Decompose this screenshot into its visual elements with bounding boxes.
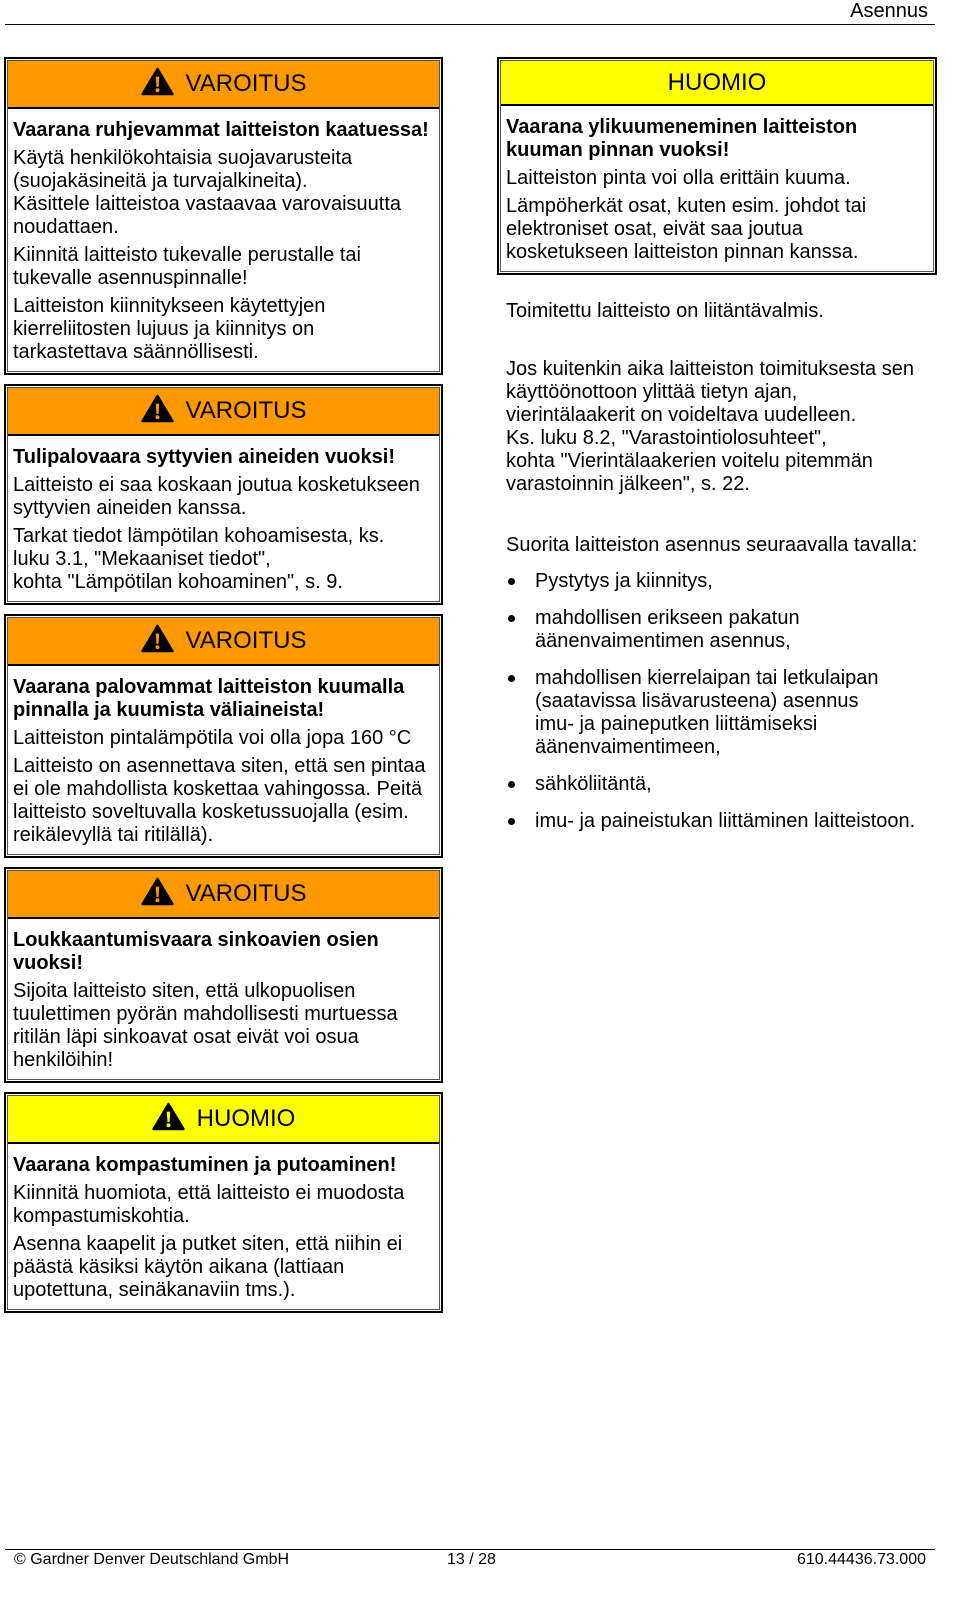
caution-box-overheating bbox=[497, 57, 937, 275]
footer-copyright: © Gardner Denver Deutschland GmbH bbox=[14, 1551, 290, 1568]
body-paragraph: Toimitettu laitteisto on liitäntävalmis. bbox=[506, 300, 824, 322]
caution-paragraph: Laitteiston pinta voi olla erittäin kuuma. bbox=[506, 167, 851, 189]
warning-lead: Vaarana ruhjevammat laitteiston kaatuessa! bbox=[13, 119, 429, 141]
warning-box-frame bbox=[7, 617, 440, 855]
caution-header bbox=[8, 1096, 439, 1144]
body-paragraph: Jos kuitenkin aika laitteiston toimituksesta sen käyttöönottoon ylittää tietyn ajan, vierintälaakerit on voideltava uudelleen. Ks. luku 8.2, "Varastointiolosuhteet", kohta "Vierintälaakerien voitelu pitemmän varastoinnin jälkeen", s. 22. bbox=[506, 358, 914, 495]
warning-lead: Tulipalovaara syttyvien aineiden vuoksi! bbox=[13, 446, 395, 468]
warning-paragraph: Laitteiston pintalämpötila voi olla jopa 160 °C bbox=[13, 727, 412, 749]
list-item-text: sähköliitäntä, bbox=[535, 773, 652, 795]
footer-document-number: 610.44436.73.000 bbox=[796, 1551, 926, 1568]
warning-title: VAROITUS bbox=[185, 70, 307, 97]
warning-body bbox=[8, 666, 439, 854]
list-item-text: Pystytys ja kiinnitys, bbox=[535, 570, 713, 592]
warning-paragraph: Käytä henkilökohtaisia suojavarusteita (suojakäsineitä ja turvajalkineita). Käsittele laitteistoa vastaavaa varovaisuutta noudattaen. bbox=[13, 147, 401, 238]
section-title: Asennus bbox=[850, 0, 928, 22]
warning-header bbox=[8, 388, 439, 436]
caution-title: HUOMIO bbox=[196, 1105, 296, 1132]
bullet-icon bbox=[508, 615, 515, 622]
warning-paragraph: Laitteisto on asennettava siten, että sen pintaa ei ole mahdollista koskettaa vahingossa. Peitä laitteisto soveltuvalla kosketussuojalla (esim. reikälevyllä tai ritilällä). bbox=[13, 755, 426, 846]
warning-triangle-icon bbox=[141, 394, 174, 423]
warning-box-frame bbox=[7, 870, 440, 1080]
caution-box-frame bbox=[7, 1095, 440, 1310]
caution-body bbox=[501, 106, 933, 271]
caution-paragraph: Asenna kaapelit ja putket siten, että niihin ei päästä käsiksi käytön aikana (lattiaan upotettuna, seinäkanaviin tms.). bbox=[13, 1233, 403, 1301]
warning-lead: Loukkaantumisvaara sinkoavien osien vuoksi! bbox=[13, 929, 379, 974]
warning-triangle-icon bbox=[141, 877, 174, 906]
caution-box-tripping-hazard bbox=[4, 1092, 443, 1313]
list-item bbox=[506, 667, 915, 759]
warning-paragraph: Kiinnitä laitteisto tukevalle perustalle tai tukevalle asennuspinnalle! bbox=[13, 244, 361, 289]
warning-paragraph: Laitteiston kiinnitykseen käytettyjen kierreliitosten lujuus ja kiinnitys on tarkastettava säännöllisesti. bbox=[13, 295, 326, 363]
warning-header bbox=[8, 61, 439, 109]
warning-title: VAROITUS bbox=[185, 880, 307, 907]
warning-box-frame bbox=[7, 387, 440, 602]
body-paragraph: Suorita laitteiston asennus seuraavalla tavalla: bbox=[506, 534, 918, 556]
warning-paragraph: Sijoita laitteisto siten, että ulkopuolisen tuulettimen pyörän mahdollisesti murtuessa ritilän läpi sinkoavat osat eivät voi osua henkilöihin! bbox=[13, 980, 398, 1071]
warning-paragraph: Laitteisto ei saa koskaan joutua kosketukseen syttyvien aineiden kanssa. bbox=[13, 474, 420, 519]
warning-box-fire-hazard bbox=[4, 384, 443, 605]
right-column bbox=[497, 0, 937, 900]
warning-paragraph: Tarkat tiedot lämpötilan kohoamisesta, ks. luku 3.1, "Mekaaniset tiedot", kohta "Lämpötilan kohoaminen", s. 9. bbox=[13, 525, 385, 593]
bullet-icon bbox=[508, 675, 515, 682]
warning-triangle-icon bbox=[141, 67, 174, 96]
footer-page-number: 13 / 28 bbox=[447, 1551, 496, 1568]
bullet-icon bbox=[508, 818, 515, 825]
bullet-icon bbox=[508, 781, 515, 788]
warning-body bbox=[8, 109, 439, 371]
warning-body bbox=[8, 919, 439, 1079]
caution-title: HUOMIO bbox=[667, 68, 767, 96]
list-item bbox=[506, 607, 915, 653]
warning-triangle-icon bbox=[141, 624, 174, 653]
warning-title: VAROITUS bbox=[185, 397, 307, 424]
footer-rule bbox=[5, 1549, 935, 1550]
left-column bbox=[4, 57, 443, 1313]
bullet-icon bbox=[508, 578, 515, 585]
list-item bbox=[506, 570, 915, 593]
list-item bbox=[506, 773, 915, 796]
warning-box-burn-hazard bbox=[4, 614, 443, 858]
caution-paragraph: Lämpöherkät osat, kuten esim. johdot tai elektroniset osat, eivät saa joutua kosketukseen laitteiston pinnan kanssa. bbox=[506, 195, 867, 263]
caution-lead: Vaarana ylikuumeneminen laitteiston kuuman pinnan vuoksi! bbox=[506, 116, 858, 161]
list-item bbox=[506, 810, 915, 833]
caution-header bbox=[501, 61, 933, 106]
warning-body bbox=[8, 436, 439, 601]
installation-steps-list bbox=[506, 570, 915, 847]
caution-body bbox=[8, 1144, 439, 1309]
warning-lead: Vaarana palovammat laitteiston kuumalla pinnalla ja kuumista väliaineista! bbox=[13, 676, 405, 721]
page-footer bbox=[0, 1551, 960, 1571]
warning-box-frame bbox=[7, 60, 440, 372]
caution-lead: Vaarana kompastuminen ja putoaminen! bbox=[13, 1154, 397, 1176]
warning-box-projectile-hazard bbox=[4, 867, 443, 1083]
warning-box-tipping-hazard bbox=[4, 57, 443, 375]
list-item-text: imu- ja paineistukan liittäminen laitteistoon. bbox=[535, 810, 916, 832]
warning-header bbox=[8, 618, 439, 666]
list-item-text: mahdollisen kierrelaipan tai letkulaipan (saatavissa lisävarusteena) asennus imu- ja paineputken liittämiseksi äänenvaimentimeen, bbox=[535, 667, 879, 758]
warning-title: VAROITUS bbox=[185, 627, 307, 654]
list-item-text: mahdollisen erikseen pakatun äänenvaimentimen asennus, bbox=[535, 607, 800, 652]
warning-header bbox=[8, 871, 439, 919]
caution-paragraph: Kiinnitä huomiota, että laitteisto ei muodosta kompastumiskohtia. bbox=[13, 1182, 405, 1227]
caution-box-frame bbox=[500, 60, 934, 272]
warning-triangle-icon bbox=[152, 1102, 185, 1131]
